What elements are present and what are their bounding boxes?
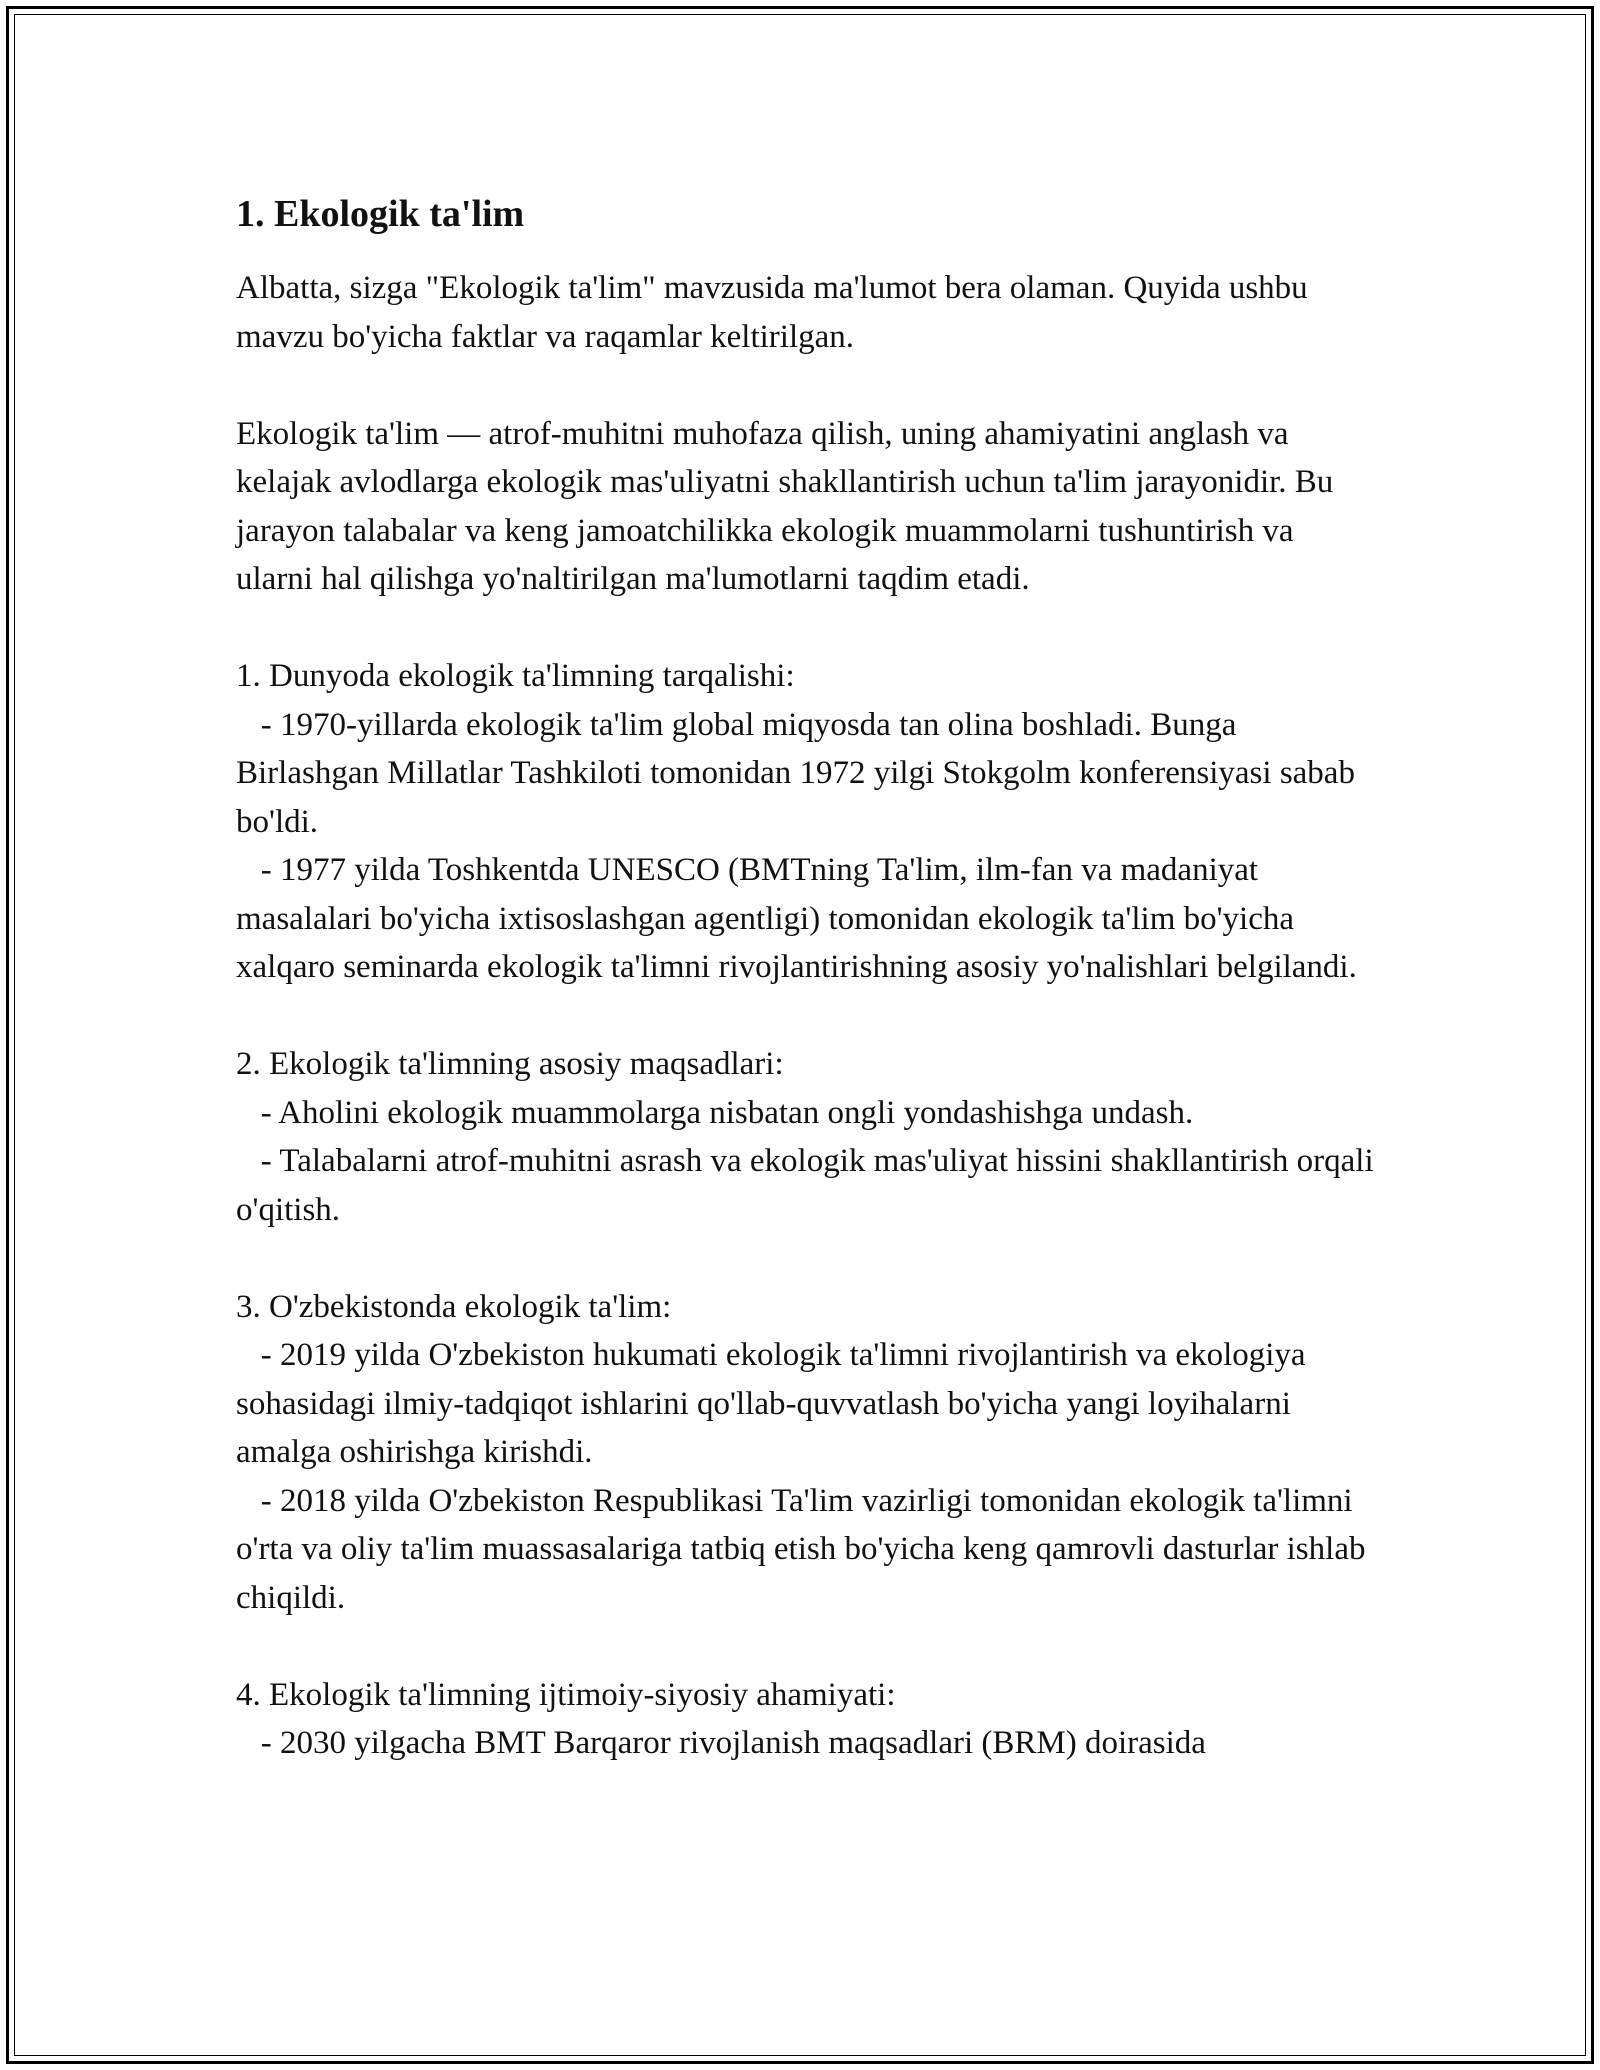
section-2 [236, 1040, 1376, 1234]
paragraph-gap [236, 992, 1376, 1041]
list-item: - 1970-yillarda ekologik ta'lim global miqyosda tan olina boshladi. Bunga Birlashgan Millatlar Tashkiloti tomonidan 1972 yilgi Stokgolm konferensiyasi sabab bo'ldi. [236, 706, 1355, 840]
definition-paragraph: Ekologik ta'lim — atrof-muhitni muhofaza qilish, uning ahamiyatini anglash va kelajak avlodlarga ekologik mas'uliyatni shakllantirish uchun ta'lim jarayonidir. Bu jarayon talabalar va keng jamoatchilikka ekologik muammolarni tushuntirish va ularni hal qilishga yo'naltirilgan ma'lumotlarni taqdim etadi. [236, 415, 1334, 597]
list-item: - Aholini ekologik muammolarga nisbatan ongli yondashishga undash. [260, 1094, 1194, 1131]
section-heading: 2. Ekologik ta'limning asosiy maqsadlari: [236, 1046, 784, 1082]
list-item: - Talabalarni atrof-muhitni asrash va ekologik mas'uliyat hissini shakllantirish orqali o'qitish. [236, 1143, 1374, 1228]
list-item: - 2018 yilda O'zbekiston Respublikasi Ta'lim vazirligi tomonidan ekologik ta'limni o'rta va oliy ta'lim muassasalariga tatbiq etish bo'yicha keng qamrovli dasturlar ishlab chiqildi. [236, 1482, 1366, 1616]
document-title: 1. Ekologik ta'lim [236, 193, 525, 235]
paragraph-gap [236, 1622, 1376, 1671]
section-heading: 1. Dunyoda ekologik ta'limning tarqalishi: [236, 658, 795, 694]
section-3 [236, 1283, 1376, 1623]
list-item: - 2030 yilgacha BMT Barqaror rivojlanish maqsadlari (BRM) doirasida [260, 1725, 1206, 1761]
list-item: - 2019 yilda O'zbekiston hukumati ekologik ta'limni rivojlantirish va ekologiya sohasidagi ilmiy-tadqiqot ishlarini qo'llab-quvvatlash bo'yicha yangi loyihalarni amalga oshirishga kirishdi. [236, 1337, 1306, 1470]
paragraph-gap [236, 1234, 1376, 1283]
intro-paragraph: Albatta, sizga "Ekologik ta'lim" mavzusida ma'lumot bera olaman. Quyida ushbu mavzu bo'yicha faktlar va raqamlar keltirilgan. [236, 270, 1308, 355]
paragraph-gap [236, 604, 1376, 653]
document-body [236, 186, 1376, 1768]
section-1 [236, 652, 1376, 992]
section-4 [236, 1671, 1376, 1768]
paragraph-gap [236, 361, 1376, 410]
list-item: - 1977 yilda Toshkentda UNESCO (BMTning Ta'lim, ilm-fan va madaniyat masalalari bo'yicha ixtisoslashgan agentligi) tomonidan ekologik ta'lim bo'yicha xalqaro seminarda ekologik ta'limni rivojlantirishning asosiy yo'nalishlari belgilandi. [236, 852, 1357, 985]
section-heading: 3. O'zbekistonda ekologik ta'lim: [236, 1288, 672, 1325]
section-heading: 4. Ekologik ta'limning ijtimoiy-siyosiy ahamiyati: [236, 1676, 896, 1713]
